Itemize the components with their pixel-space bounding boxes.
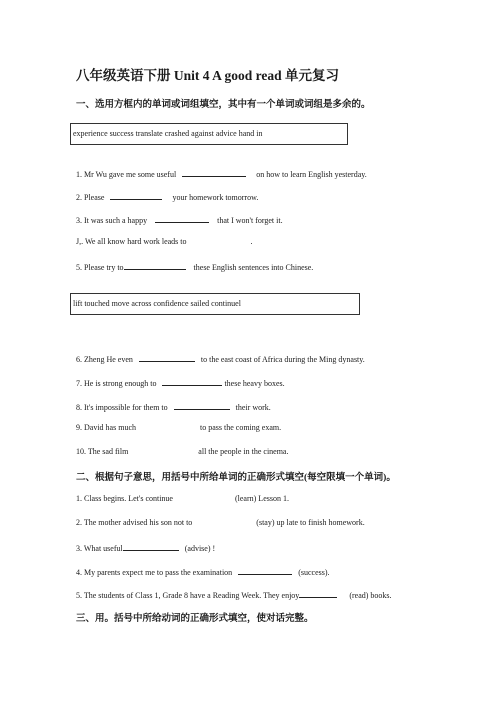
answer-blank[interactable]	[110, 190, 162, 200]
question-text-post: that I won't forget it.	[217, 216, 283, 225]
question-10	[76, 447, 288, 456]
question-5	[76, 260, 313, 272]
question-text-post: to pass the coming exam.	[200, 423, 282, 432]
question-8	[76, 400, 271, 412]
question-text-pre: 4. My parents expect me to pass the examination	[76, 568, 233, 577]
question-text-pre: J,. We all know hard work leads to	[76, 237, 187, 246]
word-box-1	[70, 123, 348, 145]
answer-blank[interactable]	[162, 376, 222, 386]
question-text-pre: 1. Class begins. Let's continue	[76, 494, 173, 503]
section2-question-5	[76, 588, 392, 600]
question-text-pre: 3. What useful	[76, 544, 123, 553]
question-text-pre: 2. The mother advised his son not to	[76, 518, 193, 527]
question-text-post: on how to learn English yesterday.	[256, 170, 367, 179]
question-text-pre: 10. The sad film	[76, 447, 129, 456]
question-6	[76, 352, 365, 364]
answer-blank[interactable]	[124, 260, 186, 270]
question-text-pre: 1. Mr Wu gave me some useful	[76, 170, 177, 179]
question-text-pre: 9. David has much	[76, 423, 136, 432]
question-text-pre: 7. He is strong enough to	[76, 379, 157, 388]
question-1	[76, 167, 367, 179]
question-text-post: (advise) !	[184, 544, 216, 553]
section3-heading: 三、用。括号中所给动词的正确形式填空，使对话完整。	[76, 614, 314, 624]
question-2	[76, 190, 258, 202]
question-text-pre: 6. Zheng He even	[76, 355, 133, 364]
question-text-pre: 2. Please	[76, 193, 105, 202]
section2-question-3	[76, 541, 215, 553]
section2-question-1	[76, 494, 289, 503]
question-text-pre: 5. The students of Class 1, Grade 8 have a Reading Week. They enjoy	[76, 591, 300, 600]
question-3	[76, 213, 283, 225]
question-text-post: these English sentences into Chinese.	[193, 263, 314, 272]
answer-blank[interactable]	[155, 213, 209, 223]
section1-heading: 一、选用方框内的单词或词组填空，其中有一个单词或词组是多余的。	[76, 100, 371, 110]
word-box-2-text: lift touched move across confidence sailed continuel	[73, 299, 241, 308]
answer-blank[interactable]	[238, 565, 292, 575]
word-box-2	[70, 293, 360, 315]
section2-question-2	[76, 518, 365, 527]
question-text-post: (read) books.	[349, 591, 392, 600]
section2-question-4	[76, 565, 330, 577]
question-text-post: these heavy boxes.	[224, 379, 285, 388]
question-text-post: your homework tomorrow.	[172, 193, 259, 202]
question-text-post: (learn) Lesson 1.	[234, 494, 289, 503]
question-text-post: .	[250, 237, 253, 246]
answer-blank[interactable]	[139, 352, 195, 362]
question-text-pre: 8. It's impossible for them to	[76, 403, 168, 412]
question-text-post: to the east coast of Africa during the Ming dynasty.	[200, 355, 365, 364]
answer-blank[interactable]	[174, 400, 230, 410]
question-4	[76, 237, 253, 246]
question-text-post: all the people in the cinema.	[198, 447, 289, 456]
question-9	[76, 423, 281, 432]
page-title: 八年级英语下册 Unit 4 A good read 单元复习	[76, 68, 340, 83]
question-text-pre: 3. It was such a happy	[76, 216, 148, 225]
question-text-post: their work.	[235, 403, 271, 412]
question-text-pre: 5. Please try to	[76, 263, 124, 272]
question-text-post: (success).	[298, 568, 330, 577]
word-box-1-text: experience success translate crashed against advice hand in	[73, 129, 263, 138]
question-text-post: (stay) up late to finish homework.	[256, 518, 365, 527]
answer-blank[interactable]	[299, 588, 337, 598]
answer-blank[interactable]	[182, 167, 246, 177]
answer-blank[interactable]	[123, 541, 179, 551]
question-7	[76, 376, 285, 388]
section2-heading: 二、根据句子意思，用括号中所给单词的正确形式填空(每空限填一个单词)。	[76, 473, 396, 483]
